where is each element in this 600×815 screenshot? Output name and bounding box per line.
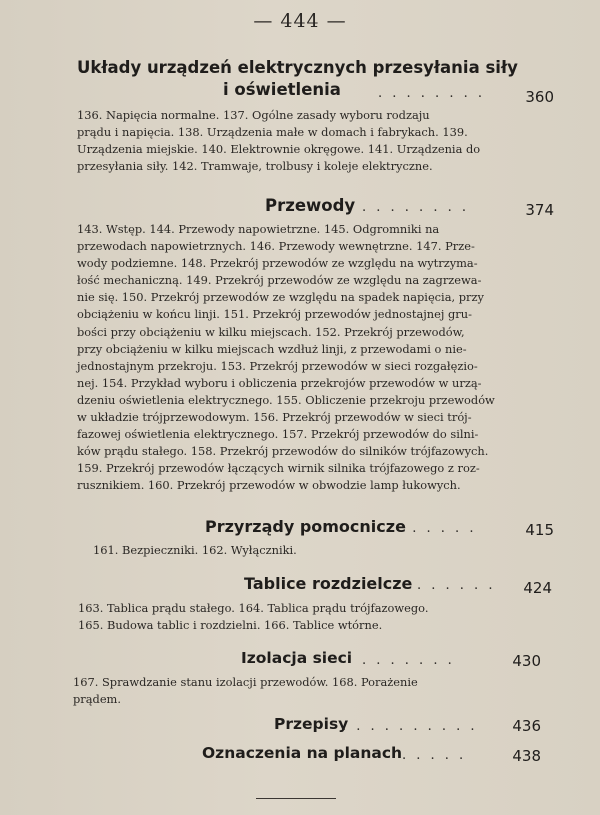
section-page-number: 415 xyxy=(525,521,554,539)
contents-line: 161. Bezpieczniki. 162. Wyłączniki. xyxy=(93,543,297,557)
section-page-number: 438 xyxy=(512,747,541,765)
section-page-number: 424 xyxy=(523,579,552,597)
section-page-number: 436 xyxy=(512,717,541,735)
contents-line: nej. 154. Przykład wyboru i obliczenia przekrojów przewodów w urzą- xyxy=(77,375,482,390)
contents-line: 159. Przekrój przewodów łączących wirnik silnika trójfazowego z roz- xyxy=(77,461,480,476)
contents-line: dzeniu oświetlenia elektrycznego. 155. Obliczenie przekroju przewodów xyxy=(77,392,495,407)
section-leader-dots: . . . . . . . xyxy=(362,653,455,668)
section-title-line-1: Układy urządzeń elektrycznych przesyłania siły xyxy=(77,58,518,77)
section-title: Izolacja sieci xyxy=(241,649,353,667)
section-page-number: 360 xyxy=(525,88,554,106)
section-contents xyxy=(77,221,517,495)
contents-line: ków prądu stałego. 158. Przekrój przewodów do silników trójfazowych. xyxy=(77,444,489,459)
section-leader-dots: . . . . . . . . xyxy=(362,200,469,215)
section-title: Przewody xyxy=(265,196,356,215)
section-page-number: 430 xyxy=(512,652,541,670)
contents-line: 167. Sprawdzanie stanu izolacji przewodów. 168. Porażenie xyxy=(73,675,418,689)
section-contents xyxy=(73,674,503,708)
contents-line: rusznikiem. 160. Przekrój przewodów w obwodzie lamp łukowych. xyxy=(77,478,461,493)
section-page-number: 374 xyxy=(525,201,554,219)
section-contents xyxy=(93,542,513,559)
contents-line: Urządzenia miejskie. 140. Elektrownie okręgowe. 141. Urządzenia do xyxy=(77,142,481,157)
contents-line: 163. Tablica prądu stałego. 164. Tablica prądu trójfazowego. xyxy=(78,601,429,615)
section-contents xyxy=(78,600,514,634)
contents-line: łość mechaniczną. 149. Przekrój przewodów ze względu na zagrzewa- xyxy=(77,273,482,288)
section-title-line-2: i oświetlenia xyxy=(223,80,341,99)
contents-line: nie się. 150. Przekrój przewodów ze względu na spadek napięcia, przy xyxy=(77,290,484,305)
section-contents xyxy=(77,107,515,175)
section-title: Przyrządy pomocnicze xyxy=(205,517,406,536)
contents-line: obciążeniu w końcu linji. 151. Przekrój przewodów jednostajnej gru- xyxy=(77,307,472,322)
section-title: Oznaczenia na planach xyxy=(202,744,403,762)
contents-line: przy obciążeniu w kilku miejscach wzdłuż linji, z przewodami o nie- xyxy=(77,341,467,356)
contents-line: 143. Wstęp. 144. Przewody napowietrzne. 145. Odgromniki na xyxy=(77,222,440,236)
contents-line: 136. Napięcia normalne. 137. Ogólne zasady wyboru rodzaju xyxy=(77,108,430,122)
contents-line: wody podziemne. 148. Przekrój przewodów ze względu na wytrzyma- xyxy=(77,256,478,271)
contents-line: prądu i napięcia. 138. Urządzenia małe w domach i fabrykach. 139. xyxy=(77,125,468,140)
closing-rule xyxy=(256,798,336,799)
contents-line: prądem. xyxy=(73,692,121,707)
contents-line: przesyłania siły. 142. Tramwaje, trolbusy i koleje elektryczne. xyxy=(77,159,433,174)
section-leader-dots: . . . . . . . . . . xyxy=(342,719,478,734)
section-leader-dots: . . . . . . xyxy=(417,578,496,593)
contents-line: w układzie trójprzewodowym. 156. Przekrój przewodów w sieci trój- xyxy=(77,410,472,425)
contents-line: 165. Budowa tablic i rozdzielni. 166. Tablice wtórne. xyxy=(78,618,383,633)
contents-line: fazowej oświetlenia elektrycznego. 157. Przekrój przewodów do silni- xyxy=(77,427,479,442)
contents-line: przewodach napowietrznych. 146. Przewody wewnętrzne. 147. Prze- xyxy=(77,239,475,254)
section-title: Tablice rozdzielcze xyxy=(244,574,413,593)
page-number: — 444 — xyxy=(253,10,347,32)
section-leader-dots: . . . . . . xyxy=(398,521,477,536)
section-title: Przepisy xyxy=(274,715,349,733)
section-leader-dots: . . . . . xyxy=(402,748,467,763)
section-leader-dots: . . . . . . . . xyxy=(378,86,485,101)
contents-line: bości przy obciążeniu w kilku miejscach. 152. Przekrój przewodów, xyxy=(77,324,465,339)
contents-line: jednostajnym przekroju. 153. Przekrój przewodów w sieci rozgałęzio- xyxy=(77,358,478,373)
